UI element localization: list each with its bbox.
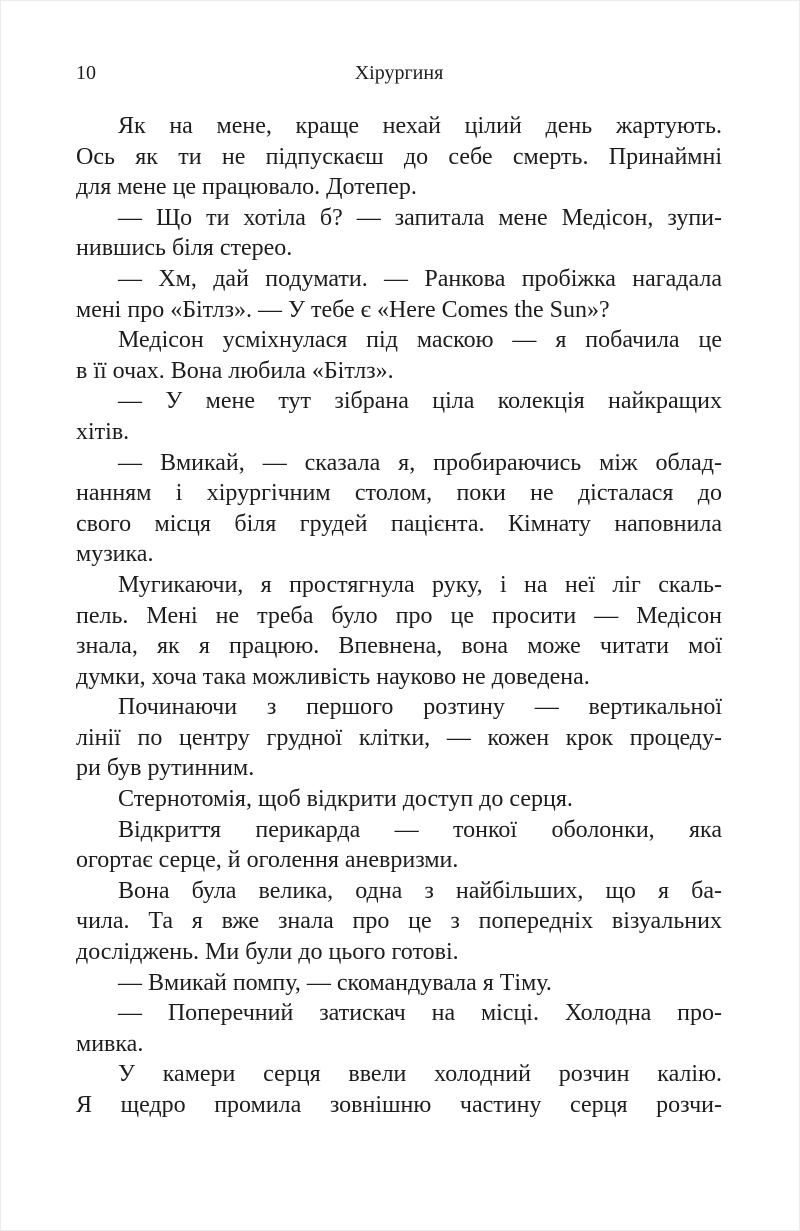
text-line: Я щедро промила зовнішню частину серця розчи- (76, 1092, 722, 1118)
text-line: Починаючи з першого розтину — вертикальної (118, 694, 722, 721)
paragraph (76, 448, 722, 570)
page-number: 10 (76, 62, 96, 84)
text-line: У камери серця ввели холодний розчин калію. (118, 1061, 722, 1088)
text-line: досліджень. Ми були до цього готові. (76, 939, 459, 966)
text-line: Як на мене, краще нехай цілий день жартують. (118, 113, 722, 139)
text-line: — Вмикай помпу, — скомандувала я Тіму. (118, 969, 552, 996)
text-line: лінії по центру грудної клітки, — кожен крок процеду- (76, 724, 722, 751)
running-header (76, 61, 722, 85)
paragraph (76, 325, 722, 386)
paragraph (76, 968, 722, 999)
paragraph (76, 386, 722, 447)
text-line: огортає серце, й оголення аневризми. (76, 847, 459, 874)
text-line: — Вмикай, — сказала я, пробираючись між облад- (118, 449, 722, 476)
text-line: — Поперечний затискач на місці. Холодна про- (118, 1000, 722, 1027)
paragraph (76, 1059, 722, 1120)
text-line: — Що ти хотіла б? — запитала мене Медісон, зупи- (118, 204, 722, 231)
paragraph (76, 876, 722, 968)
paragraph (76, 784, 722, 815)
text-line: свого місця біля грудей пацієнта. Кімнату наповнила (76, 510, 722, 537)
text-line: ри був рутинним. (76, 755, 255, 782)
text-line: мивка. (76, 1030, 144, 1057)
text-line: мені про «Бітлз». — У тебе є «Here Comes the Sun»? (76, 296, 610, 323)
text-line: для мене це працювало. Дотепер. (76, 174, 417, 201)
text-line: знала, як я працюю. Впевнена, вона може читати мої (76, 633, 722, 660)
text-line: чила. Та я вже знала про це з попередніх візуальних (76, 908, 722, 935)
text-line: Медісон усміхнулася під маскою — я побачила це (118, 327, 722, 354)
text-line: — Хм, дай подумати. — Ранкова пробіжка нагадала (118, 265, 722, 292)
text-line: пель. Мені не треба було про це просити — Медісон (76, 602, 722, 629)
running-title: Хірургиня (354, 62, 444, 84)
text-line: Вона була велика, одна з найбільших, що я ба- (118, 877, 722, 904)
text-line: Відкриття перикарда — тонкої оболонки, яка (118, 816, 722, 843)
paragraph (76, 815, 722, 876)
paragraph (76, 692, 722, 784)
page-text (76, 111, 722, 1121)
text-line: хітів. (76, 418, 130, 445)
paragraph (76, 264, 722, 325)
text-line: Стернотомія, щоб відкрити доступ до серця. (118, 786, 573, 813)
paragraph (76, 111, 722, 203)
text-line: нанням і хірургічним столом, поки не дісталася до (76, 480, 722, 507)
text-line: думки, хоча така можливість науково не доведена. (76, 663, 590, 690)
paragraph (76, 203, 722, 264)
text-line: Ось як ти не підпускаєш до себе смерть. Принаймні (76, 143, 722, 170)
text-line: нившись біля стерео. (76, 235, 293, 262)
text-line: в її очах. Вона любила «Бітлз». (76, 357, 394, 384)
text-line: музика. (76, 541, 154, 568)
paragraph (76, 998, 722, 1059)
text-line: — У мене тут зібрана ціла колекція найкращих (118, 388, 722, 415)
paragraph (76, 570, 722, 692)
text-line: Мугикаючи, я простягнула руку, і на неї ліг скаль- (118, 571, 722, 598)
